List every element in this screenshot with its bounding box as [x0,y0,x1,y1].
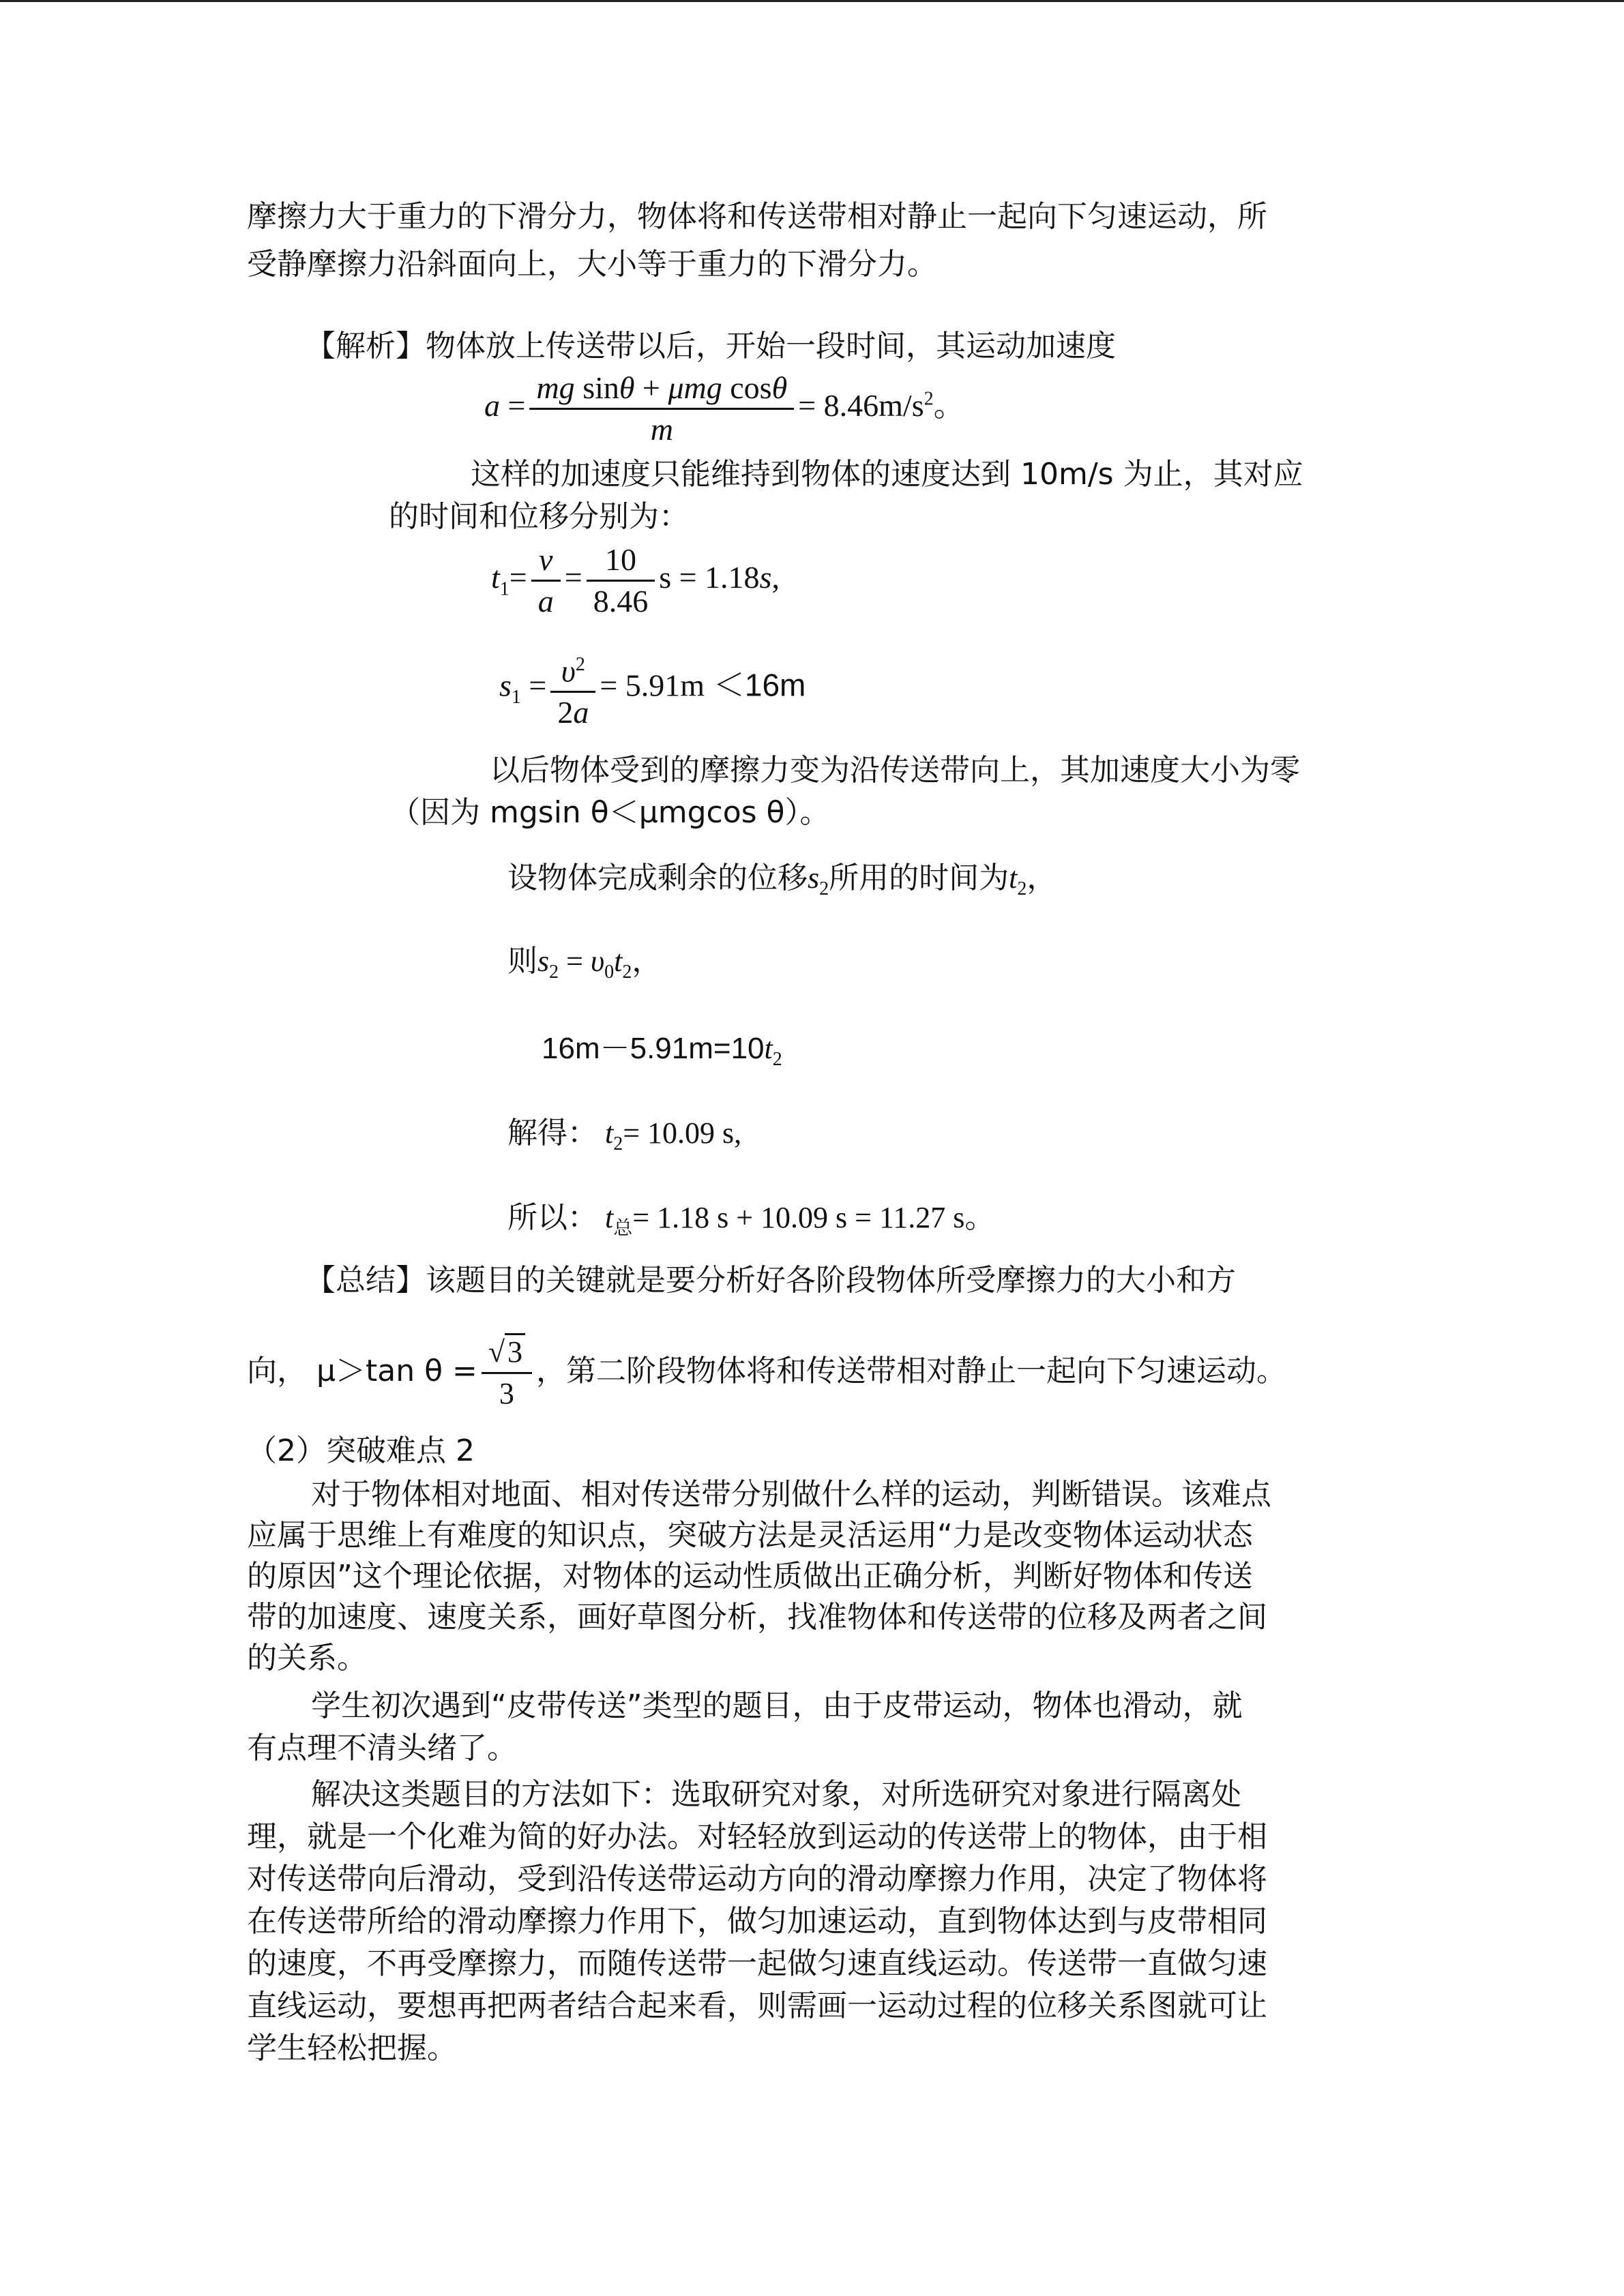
accel-formula: a = $\frac{\text{mg sinθ + μmg cosθ}}{m}$ = $8.46m/s^2$。 [484,368,965,449]
intro-line-2: 受静摩擦力沿斜面向上，大小等于重力的下滑分力。 [247,247,937,282]
s1-compare: ＜16m [705,667,806,703]
section2-para1-line: 的关系。 [247,1641,367,1675]
s1-formula: $s_1$ = $\frac{\upsilon^2}{2a}$ = 5.91m ＜16m [499,645,806,732]
intro-line-1: 摩擦力大于重力的下滑分力，物体将和传送带相对静止一起向下匀速运动，所 [247,199,1267,234]
analysis-heading [306,326,1116,367]
section2-para2-line: 有点理不清头绪了。 [247,1731,517,1765]
section2-para1-line: 应属于思维上有难度的知识点，突破方法是灵活运用“力是改变物体运动状态 [247,1518,1253,1553]
t1-result: s = 1.18 [659,560,760,595]
summary-line-2: 向， μ＞tan θ = $\frac{√3}{3}$ ，第二阶段物体将和传送带相对静止一起向下匀速运动。 [247,1327,1286,1416]
remaining-displacement-line: 设物体完成剩余的位移$s_2$所用的时间为$t_2$， [507,861,1057,899]
accel-fraction: $\frac{\text{mg sinθ + μmg cosθ}}{m}$ [529,368,794,449]
section2-para3-line: 直线运动，要想再把两者结合起来看，则需画一运动过程的位移关系图就可让 [247,1988,1267,2023]
section2-para3-line: 在传送带所给的滑动摩擦力作用下，做匀加速运动，直到物体达到与皮带相同 [247,1904,1267,1939]
analysis-label: 【解析】 [306,329,426,363]
s2-equation: 则$s_2 = \upsilon_0t_2$， [507,944,662,983]
section2-para3-line: 理，就是一个化难为简的好办法。对轻轻放到运动的传送带上的物体，由于相 [247,1819,1267,1854]
total-time-equation: 所以： $t_总= 1.18$ s + 10.09 s = 11.27 s。 [507,1200,995,1239]
section2-para1-line: 的原因”这个理论依据，对物体的运动性质做出正确分析，判断好物体和传送 [247,1559,1253,1594]
section2-para3-line: 对传送带向后滑动，受到沿传送带运动方向的滑动摩擦力作用，决定了物体将 [247,1862,1267,1896]
summary-label: 【总结】 [306,1263,426,1298]
analysis-p2-line2: 的时间和位移分别为： [389,499,689,534]
summary-line-1: 【总结】该题目的关键就是要分析好各阶段物体所受摩擦力的大小和方 [306,1263,1236,1298]
s1-result: = 5.91m [600,668,705,703]
section2-para1-line: 带的加速度、速度关系，画好草图分析，找准物体和传送带的位移及两者之间 [247,1600,1267,1635]
section2-heading: （2）突破难点 2 [247,1433,475,1468]
section2-para2-line: 学生初次遇到“皮带传送”类型的题目，由于皮带运动，物体也滑动，就 [311,1688,1243,1723]
analysis-p3-line1: 以后物体受到的摩擦力变为沿传送带向上，其加速度大小为零 [490,753,1300,788]
section2-para3-line: 解决这类题目的方法如下：选取研究对象，对所选研究对象进行隔离处 [311,1777,1241,1812]
displacement-difference-equation: $16m-5.91m=10t_2$ [542,1032,782,1070]
t2-solution: 解得： $t_2= 10.09$ s, [507,1116,742,1154]
page-top-border [0,0,1624,2]
analysis-p2-line1: 这样的加速度只能维持到物体的速度达到 10m/s 为止，其对应 [471,457,1303,492]
section2-para1-line: 对于物体相对地面、相对传送带分别做什么样的运动，判断错误。该难点 [311,1477,1271,1512]
accel-result: = 8.46m/s [798,388,924,423]
analysis-lead: 物体放上传送带以后，开始一段时间，其运动加速度 [426,329,1116,363]
analysis-p3-line2: （因为 mgsin θ＜μmgcos θ）。 [390,795,830,830]
section2-para3-line: 的速度，不再受摩擦力，而随传送带一起做匀速直线运动。传送带一直做匀速 [247,1946,1267,1981]
section2-para3-line: 学生轻松把握。 [247,2031,457,2066]
t1-formula: $t_1=$ $\frac{v}{a}$ = $\frac{10}{8.46}$ s = 1.18s, [491,540,780,621]
